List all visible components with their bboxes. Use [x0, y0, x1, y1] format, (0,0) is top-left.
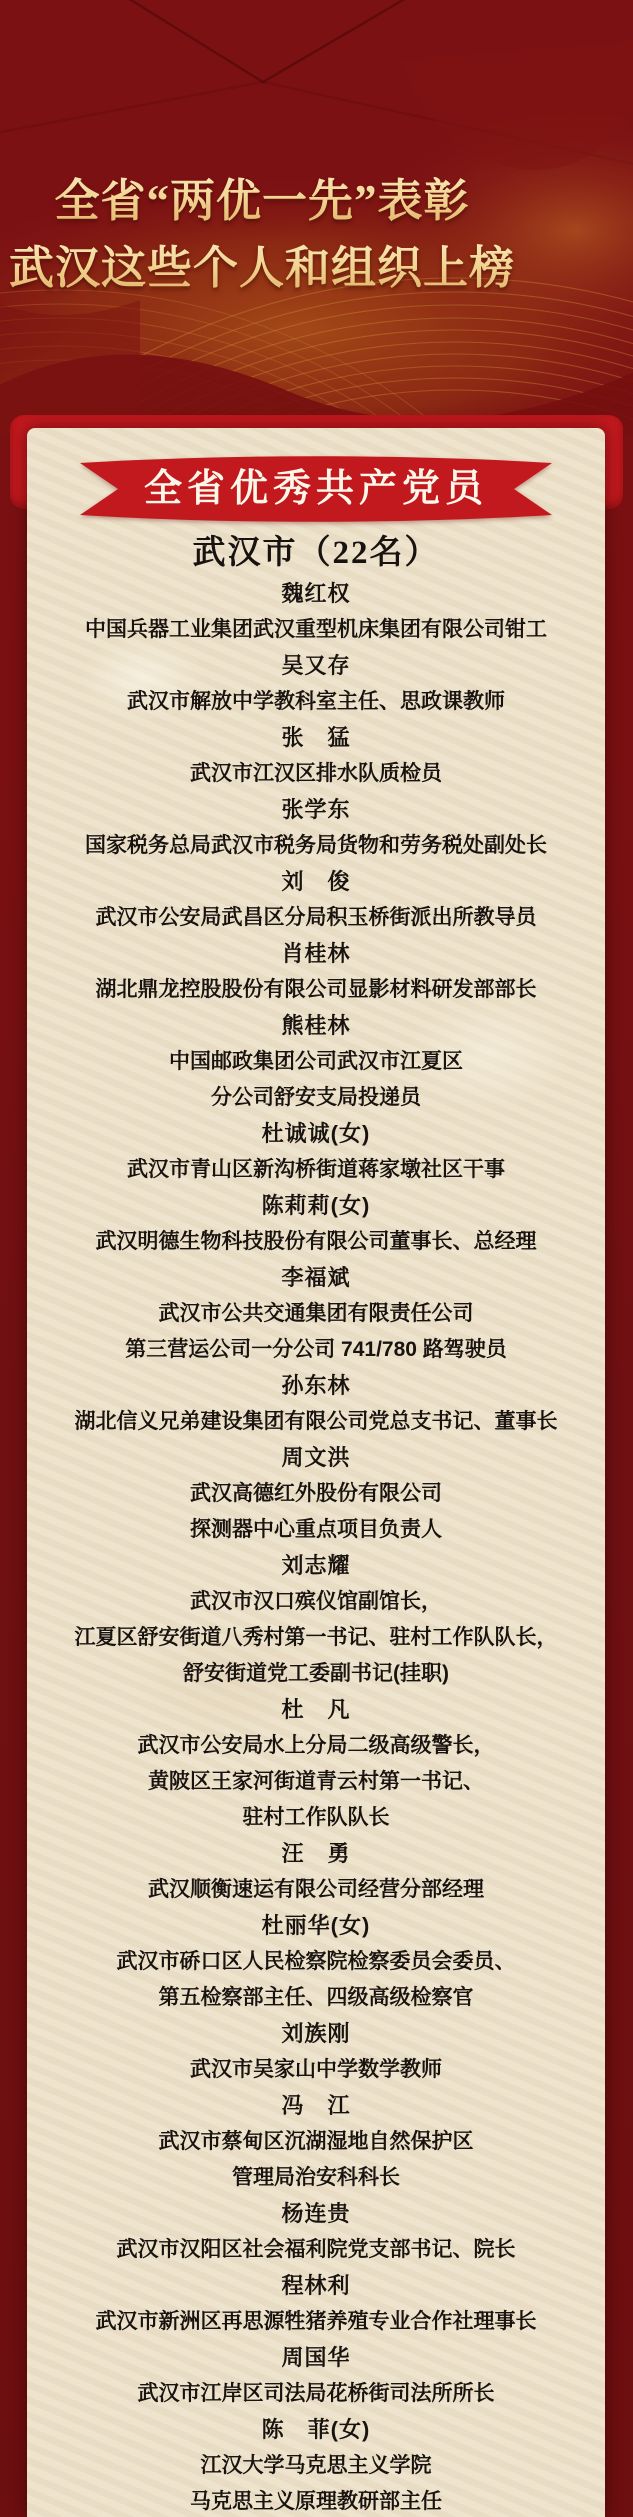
awardee-name: 冯 江: [281, 2093, 351, 2118]
awardee-role-line: 管理局治安科科长: [232, 2166, 400, 2189]
awardee-name: 周国华: [281, 2345, 351, 2370]
poster-title-line2: 武汉这些个人和组织上榜: [0, 235, 524, 302]
ribbon-banner: [78, 452, 554, 524]
section-title: 武汉市（22名）: [192, 535, 440, 571]
awardee-role-line: 中国邮政集团公司武汉市江夏区: [169, 1050, 463, 1073]
awardee-role-line: 黄陂区王家河街道青云村第一书记、: [148, 1770, 484, 1793]
awardee-name: 张 猛: [281, 725, 351, 750]
awardee-role-line: 江汉大学马克思主义学院: [200, 2454, 432, 2477]
awardee-role-line: 湖北信义兄弟建设集团有限公司党总支书记、董事长: [74, 1410, 558, 1433]
awardee-role-line: 驻村工作队队长: [242, 1806, 390, 1829]
awardee-role-line: 马克思主义原理教研部主任: [190, 2490, 442, 2513]
awardee-role-line: 武汉市解放中学教科室主任、思政课教师: [127, 690, 505, 713]
awardee-role-line: 武汉市江岸区司法局花桥街司法所所长: [137, 2382, 495, 2405]
ribbon-label: 全省优秀共产党员: [143, 468, 488, 510]
awardee-role-line: 分公司舒安支局投递员: [211, 1086, 421, 1109]
awardee-role-line: 第五检察部主任、四级高级检察官: [158, 1986, 474, 2009]
awardee-role-line: 武汉明德生物科技股份有限公司董事长、总经理: [95, 1230, 537, 1253]
awardee-name: 熊桂林: [281, 1013, 351, 1038]
awardee-role-line: 武汉市硚口区人民检察院检察委员会委员、: [116, 1950, 516, 1973]
awardee-name: 刘志耀: [281, 1553, 351, 1578]
awardee-name: 刘族刚: [281, 2021, 351, 2046]
awardee-role-line: 中国兵器工业集团武汉重型机床集团有限公司钳工: [85, 618, 547, 641]
awardee-role-line: 武汉顺衡速运有限公司经营分部经理: [148, 1878, 484, 1901]
awardee-role-line: 江夏区舒安街道八秀村第一书记、驻村工作队队长，: [74, 1626, 558, 1649]
awardee-name: 刘 俊: [281, 869, 351, 894]
awardee-role-line: 武汉市蔡甸区沉湖湿地自然保护区: [158, 2130, 474, 2153]
hero-section: [0, 0, 633, 436]
awardee-list: [27, 576, 605, 2517]
awardee-name: 杨连贵: [281, 2201, 351, 2226]
awardee-name: 孙东林: [281, 1373, 351, 1398]
awardee-role-line: 武汉市吴家山中学数学教师: [190, 2058, 442, 2081]
awardee-role-line: 武汉市汉口殡仪馆副馆长，: [190, 1590, 442, 1613]
poster-title: [0, 168, 524, 302]
awardee-role-line: 第三营运公司一分公司 741/780 路驾驶员: [125, 1338, 507, 1361]
awardee-role-line: 武汉市公安局水上分局二级高级警长，: [137, 1734, 495, 1757]
awardee-name: 李福斌: [281, 1265, 351, 1290]
awardee-role-line: 武汉市公共交通集团有限责任公司: [158, 1302, 474, 1325]
awardee-name: 杜 凡: [281, 1697, 351, 1722]
awardee-name: 陈 菲(女): [261, 2417, 371, 2442]
awardee-role-line: 舒安街道党工委副书记(挂职): [183, 1662, 449, 1685]
awardee-role-line: 武汉市江汉区排水队质检员: [190, 762, 442, 785]
awardee-name: 吴又存: [281, 653, 351, 678]
awardee-name: 汪 勇: [281, 1841, 351, 1866]
awardee-name: 陈莉莉(女): [261, 1193, 371, 1218]
awardee-name: 杜诚诚(女): [261, 1121, 371, 1146]
awardee-role-line: 武汉市公安局武昌区分局积玉桥街派出所教导员: [95, 906, 537, 929]
awardee-role-line: 武汉高德红外股份有限公司: [190, 1482, 442, 1505]
awardee-role-line: 国家税务总局武汉市税务局货物和劳务税处副处长: [85, 834, 547, 857]
awardee-name: 张学东: [281, 797, 351, 822]
awardee-role-line: 湖北鼎龙控股股份有限公司显影材料研发部部长: [95, 978, 537, 1001]
awardee-name: 周文洪: [281, 1445, 351, 1470]
awardee-role-line: 武汉市新洲区再思源牲猪养殖专业合作社理事长: [95, 2310, 537, 2333]
poster-title-line1: 全省“两优一先”表彰: [0, 168, 524, 235]
awardee-role-line: 探测器中心重点项目负责人: [190, 1518, 442, 1541]
awardee-role-line: 武汉市青山区新沟桥街道蒋家墩社区干事: [127, 1158, 505, 1181]
awardee-name: 魏红权: [281, 581, 351, 606]
award-card: [27, 428, 605, 2517]
awardee-name: 肖桂林: [281, 941, 351, 966]
awardee-role-line: 武汉市汉阳区社会福利院党支部书记、院长: [116, 2238, 516, 2261]
awardee-name: 程林利: [281, 2273, 351, 2298]
awardee-name: 杜丽华(女): [261, 1913, 371, 1938]
